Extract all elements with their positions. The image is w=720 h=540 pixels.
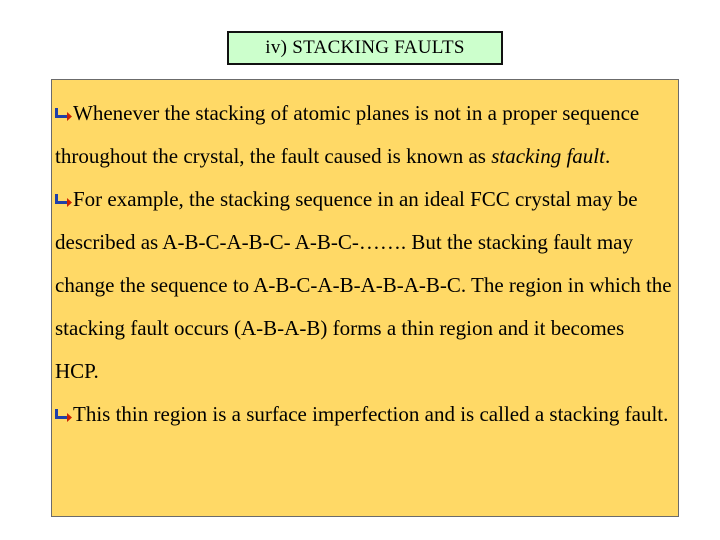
bullet-paragraph-1 [55,92,672,178]
arrow-bullet-icon [55,108,72,121]
paragraph-1-end: . [604,144,611,168]
bullet-paragraph-2 [55,178,672,393]
paragraph-3-text: This thin region is a surface imperfection and is called a stacking fault. [73,402,669,426]
paragraph-2-text: For example, the stacking sequence in an ideal FCC crystal may be described as A-B-C-A-B-C- A-B-C-……. But the stacking fault may change the sequence to A-B-C-A-B-A-B-A-B-C. The region in which the stacking fault occurs (A-B-A-B) forms a thin region and it becomes HCP. [55,187,672,383]
arrow-bullet-icon [55,409,72,422]
content-panel [51,79,679,517]
bullet-paragraph-3 [55,393,672,436]
paragraph-1-emphasis: stacking fault [491,144,605,168]
arrow-bullet-icon [55,194,72,207]
slide-title [227,31,503,65]
paragraph-1-text: Whenever the stacking of atomic planes is not in a proper sequence throughout the crystal, the fault caused is known as [55,101,640,168]
slide-title-text: iv) STACKING FAULTS [265,37,465,58]
